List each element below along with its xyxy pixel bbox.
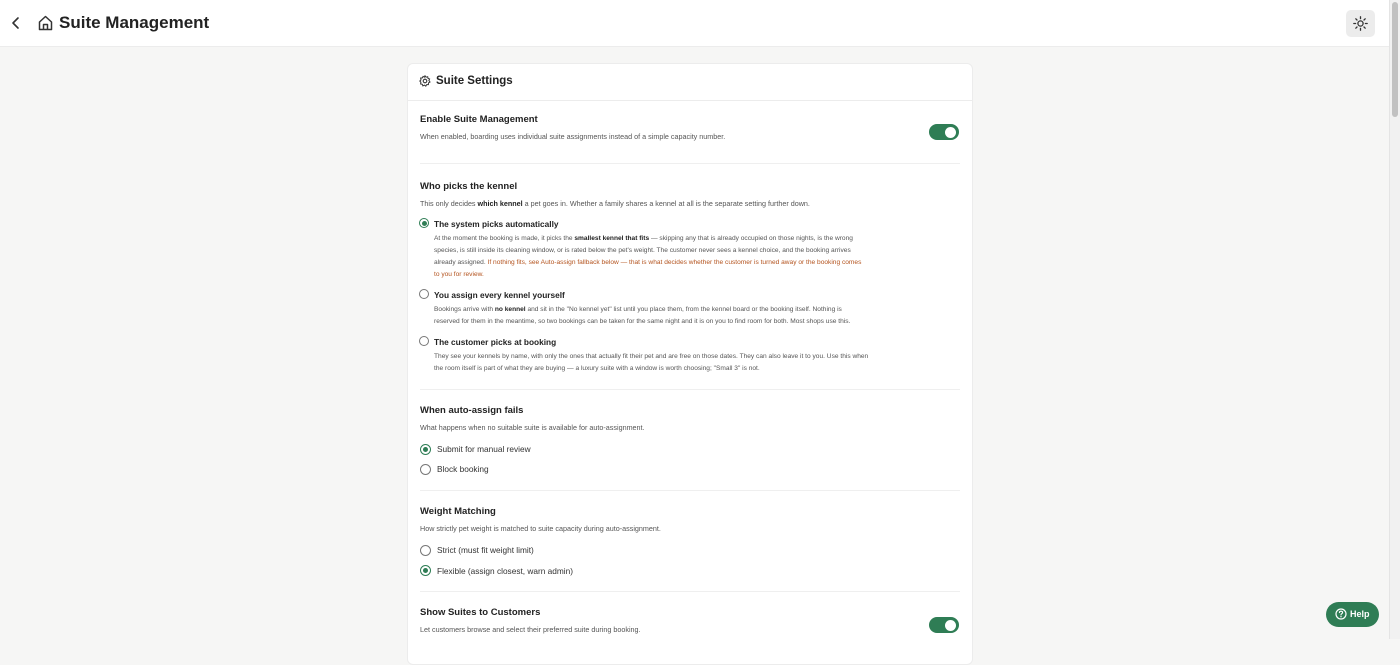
option-customer-picks-desc-1: They see your kennels by name, with only the ones that actually fit their pet and are free on those dates. They can also leave it to you. Use this when [434,353,869,360]
who-picks-desc: This only decides which kennel a pet goes in. Whether a family shares a kennel at all is the separate setting further down. [420,199,810,208]
card-title: Suite Settings [436,75,513,87]
radio-assign-yourself[interactable] [419,289,429,299]
option-assign-yourself-desc-1: Bookings arrive with no kennel and sit in the "No kennel yet" list until you place them, from the kennel board or the booking itself. Nothing is [434,306,842,313]
page-scrollbar[interactable] [1389,0,1400,639]
radio-system-picks[interactable] [419,218,429,228]
radio-strict-weight[interactable] [420,545,431,556]
option-system-picks-title: The system picks automatically [434,219,559,229]
help-circle-icon [1335,608,1347,620]
radio-customer-picks[interactable] [419,336,429,346]
help-label: Help [1350,609,1370,619]
toggle-knob [945,620,956,631]
sun-icon [1353,16,1368,31]
show-suites-toggle[interactable] [929,617,959,633]
enable-suite-title: Enable Suite Management [420,114,538,125]
home-icon [37,14,54,32]
option-assign-yourself-desc-2: reserved for them in the meantime, so two bookings can be taken for the same night and it is on you to find room for both. Most shops use this. [434,318,851,325]
divider [420,591,960,592]
suite-settings-card [407,63,973,665]
weight-matching-title: Weight Matching [420,506,496,517]
weight-matching-desc: How strictly pet weight is matched to suite capacity during auto-assignment. [420,524,661,533]
gear-icon [419,75,431,87]
enable-suite-desc: When enabled, boarding uses individual suite assignments instead of a simple capacity number. [420,132,726,141]
option-customer-picks-title: The customer picks at booking [434,337,557,347]
radio-submit-manual-review[interactable] [420,444,431,455]
divider [420,389,960,390]
option-customer-picks-desc-2: the room itself is part of what they are buying — a luxury suite with a window is worth choosing; "Small 3" is not. [434,365,760,372]
divider [420,490,960,491]
back-button[interactable] [8,14,24,32]
flexible-weight-label: Flexible (assign closest, warn admin) [437,566,574,576]
radio-flexible-weight[interactable] [420,565,431,576]
block-booking-label: Block booking [437,464,489,474]
auto-assign-fail-title: When auto-assign fails [420,405,524,416]
toggle-knob [945,127,956,138]
option-system-picks-desc-4: to you for review. [434,271,484,278]
fallback-warning-text: If nothing fits, see Auto-assign fallback below — that is what decides whether the customer is turned away or the booking comes [487,259,862,266]
auto-assign-fail-desc: What happens when no suitable suite is available for auto-assignment. [420,423,645,432]
chevron-left-icon [8,14,24,32]
show-suites-title: Show Suites to Customers [420,607,541,618]
card-header [408,64,972,101]
page-title: Suite Management [59,13,210,32]
option-system-picks-desc-3: already assigned. If nothing fits, see Auto-assign fallback below — that is what decides whether the customer is turned away or the booking comes [434,259,862,266]
divider [420,163,960,164]
strict-weight-label: Strict (must fit weight limit) [437,545,534,555]
option-system-picks-desc-1: At the moment the booking is made, it picks the smallest kennel that fits — skipping any that is already occupied on those nights, is the wrong [434,235,853,242]
top-bar [0,0,1389,47]
who-picks-title: Who picks the kennel [420,181,518,192]
submit-manual-review-label: Submit for manual review [437,444,531,454]
option-system-picks-desc-2: species, is still inside its cleaning window, or is rated below the pet's weight. The customer never sees a kennel choice, and the booking arrives [434,247,851,254]
scrollbar-thumb[interactable] [1392,2,1398,117]
radio-block-booking[interactable] [420,464,431,475]
enable-suite-toggle[interactable] [929,124,959,140]
theme-toggle-button[interactable] [1346,10,1375,37]
show-suites-desc: Let customers browse and select their preferred suite during booking. [420,625,641,634]
option-assign-yourself-title: You assign every kennel yourself [434,290,565,300]
help-button[interactable] [1326,602,1379,627]
